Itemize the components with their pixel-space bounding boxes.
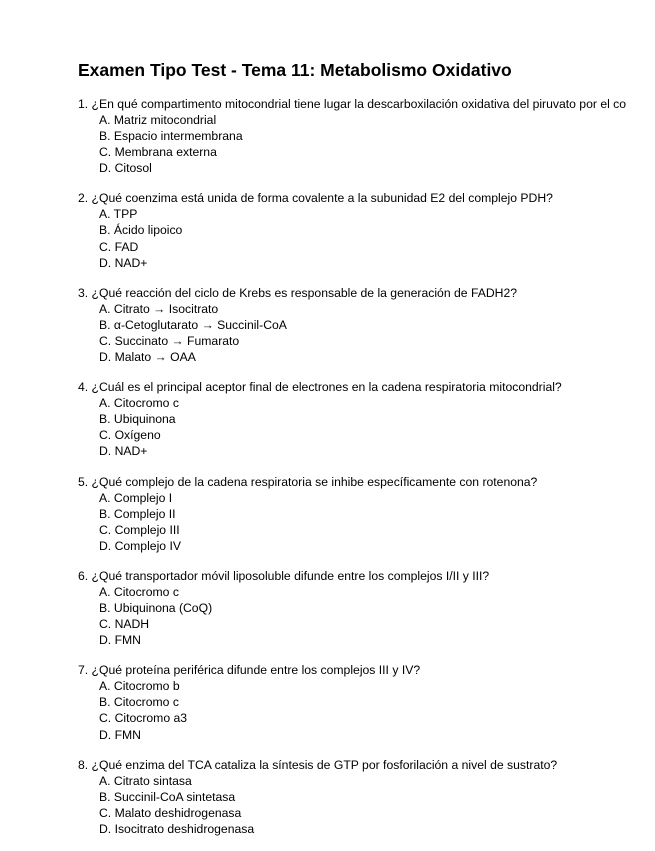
option-c: C. Complejo III — [99, 522, 180, 537]
question-text: 7. ¿Qué proteína periférica difunde entre los complejos III y IV? — [78, 663, 421, 678]
page-title: Examen Tipo Test - Tema 11: Metabolismo Oxidativo — [78, 60, 512, 80]
option-d: D. FMN — [99, 727, 141, 742]
option-d: D. Complejo IV — [99, 538, 181, 553]
question-text: 1. ¿En qué compartimento mitocondrial tiene lugar la descarboxilación oxidativa del piruvato por el co — [78, 97, 627, 111]
option-d: D. FMN — [99, 633, 141, 648]
option-d: D. Isocitrato deshidrogenasa — [99, 821, 255, 836]
option-a: A. TPP — [99, 207, 138, 222]
option-d: D. Citosol — [99, 161, 152, 176]
option-a: A. Citocromo b — [99, 679, 180, 694]
question-2 — [78, 190, 655, 270]
option-b: B. Ubiquinona — [99, 412, 176, 427]
question-text: 3. ¿Qué reacción del ciclo de Krebs es responsable de la generación de FADH2? — [78, 285, 518, 300]
option-b: B. Citocromo c — [99, 695, 179, 710]
option-a: A. Matriz mitocondrial — [99, 113, 217, 127]
option-list — [78, 395, 655, 459]
option-b: B. α-Cetoglutarato → Succinil-CoA — [99, 317, 287, 332]
option-b: B. Ubiquinona (CoQ) — [99, 600, 213, 615]
option-list — [78, 490, 655, 554]
option-c: C. NADH — [99, 617, 150, 632]
question-list — [78, 96, 655, 851]
option-a: A. Citrato → Isocitrato — [99, 301, 219, 316]
option-c: C. Citocromo a3 — [99, 711, 188, 726]
option-list — [78, 678, 655, 742]
option-list — [78, 301, 655, 365]
option-a: A. Citrato sintasa — [99, 773, 192, 788]
question-text: 8. ¿Qué enzima del TCA cataliza la síntesis de GTP por fosforilación a nivel de sustrato? — [78, 757, 558, 772]
option-c: C. Malato deshidrogenasa — [99, 805, 242, 820]
option-list — [78, 112, 655, 176]
option-b: B. Succinil-CoA sintetasa — [99, 789, 236, 804]
option-a: A. Citocromo c — [99, 584, 179, 599]
option-c: C. FAD — [99, 239, 139, 254]
question-4 — [78, 379, 655, 459]
option-b: B. Complejo II — [99, 506, 176, 521]
option-b: B. Espacio intermembrana — [99, 129, 243, 144]
option-list — [78, 773, 655, 837]
option-list — [78, 584, 655, 648]
option-d: D. NAD+ — [99, 444, 148, 459]
question-5 — [78, 474, 655, 554]
question-8 — [78, 757, 655, 837]
option-c: C. Oxígeno — [99, 428, 161, 443]
option-a: A. Citocromo c — [99, 396, 179, 411]
option-c: C. Succinato → Fumarato — [99, 333, 240, 348]
option-d: D. Malato → OAA — [99, 350, 196, 365]
option-list — [78, 206, 655, 270]
option-b: B. Ácido lipoico — [99, 223, 183, 238]
question-3 — [78, 285, 655, 365]
option-d: D. NAD+ — [99, 255, 148, 270]
question-text: 2. ¿Qué coenzima está unida de forma covalente a la subunidad E2 del complejo PDH? — [78, 191, 553, 206]
question-text: 4. ¿Cuál es el principal aceptor final de electrones en la cadena respiratoria mitocondrial? — [78, 380, 562, 395]
question-text: 5. ¿Qué complejo de la cadena respiratoria se inhibe específicamente con rotenona? — [78, 474, 538, 489]
option-c: C. Membrana externa — [99, 145, 217, 160]
question-6 — [78, 568, 655, 648]
question-7 — [78, 662, 655, 742]
question-1 — [78, 96, 655, 176]
question-text: 6. ¿Qué transportador móvil liposoluble difunde entre los complejos I/II y III? — [78, 568, 490, 583]
option-a: A. Complejo I — [99, 490, 173, 505]
